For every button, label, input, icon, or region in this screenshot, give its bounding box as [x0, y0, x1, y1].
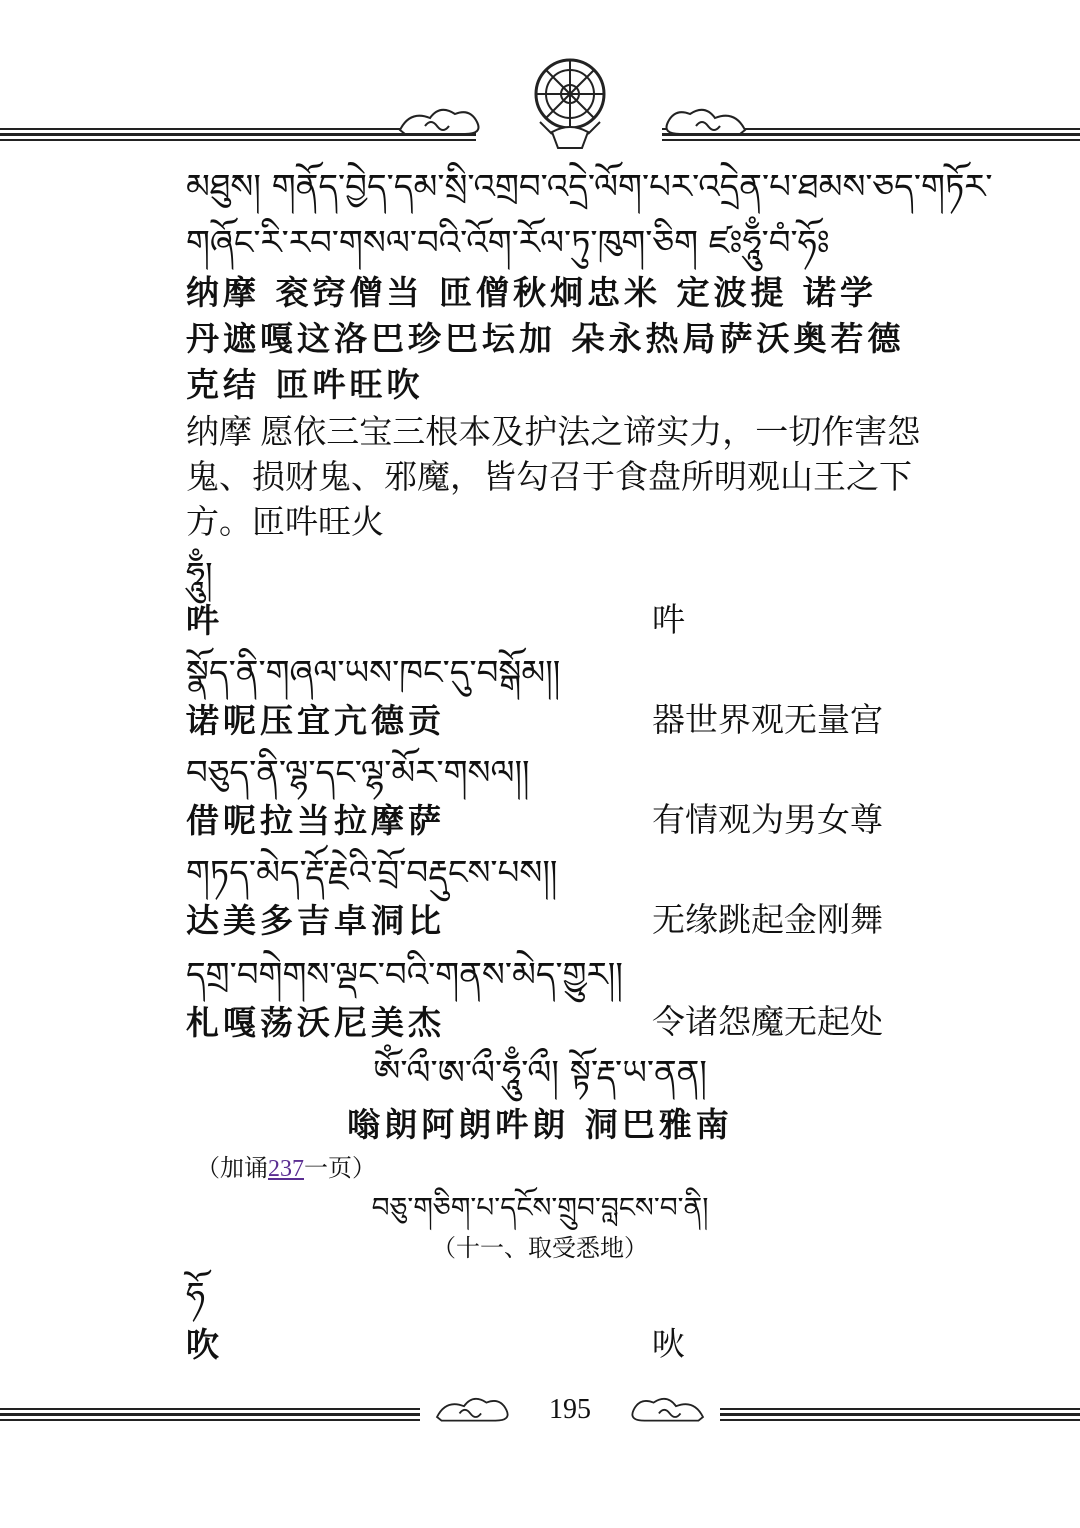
- footer-right-cloud-icon: [624, 1390, 710, 1426]
- ho-translit: 吹: [186, 1325, 223, 1364]
- page-237-link[interactable]: 237: [268, 1156, 304, 1182]
- hum-translit: 吽: [186, 601, 223, 640]
- verse-4-translit: 札嘎荡沃尼美杰: [186, 1003, 445, 1042]
- translit-intro-line-1: 纳摩 衮窍僧当 匝僧秋炯忠米 定波提 诺学: [186, 273, 877, 312]
- ho-tibetan: ཧོ: [186, 1275, 206, 1315]
- footer-left-cloud-icon: [430, 1390, 516, 1426]
- tibetan-intro-line-1: མཐུས། གནོད་བྱེད་དམ་སྲི་འགྲབ་འདྲེ་ལོག་པར་འདྲེན་པ་ཐམས་ཅད་གཏོར་: [186, 167, 993, 207]
- verse-1-translit: 诺呢压宜亢德贡: [186, 701, 445, 740]
- tibetan-intro-line-2: གཞོང་རི་རབ་གསལ་བའི་འོག་རོལ་ཏུ་ཁུག་ཅིག ཛཿཧཱུྃ་བཾ་ཧོཿ: [186, 223, 830, 263]
- left-cloud-icon: [395, 100, 485, 140]
- verse-4-chinese: 令诸怨魔无起处: [652, 1005, 883, 1041]
- translit-intro-line-3: 克结 匝吽旺吹: [186, 365, 424, 404]
- ho-chinese: 吙: [652, 1327, 685, 1363]
- verse-2-translit: 借呢拉当拉摩萨: [186, 801, 445, 840]
- section-tibetan: བཅུ་གཅིག་པ་དངོས་གྲུབ་བླངས་བ་ནི།: [371, 1191, 709, 1224]
- section-heading: （十一、取受悉地）: [432, 1236, 648, 1262]
- chinese-intro-line-1: 纳摩 愿依三宝三根本及护法之谛实力，一切作害怨: [186, 415, 921, 451]
- right-cloud-icon: [660, 100, 750, 140]
- verse-2-chinese: 有情观为男女尊: [652, 803, 883, 839]
- verse-3-tibetan: གཏད་མེད་རྡོ་རྗེའི་བྲོ་བརྡུངས་པས།།: [186, 853, 558, 893]
- verse-2-tibetan: བཅུད་ནི་ལྷ་དང་ལྷ་མོར་གསལ།།: [186, 753, 530, 793]
- recitation-note: [196, 1152, 376, 1186]
- verse-3-chinese: 无缘跳起金刚舞: [652, 903, 883, 939]
- note-prefix: （加诵: [196, 1156, 268, 1182]
- note-suffix: 一页）: [304, 1156, 376, 1182]
- hum-chinese: 吽: [652, 603, 685, 639]
- translit-intro-line-2: 丹遮嘎这洛巴珍巴坛加 朵永热局萨沃奥若德: [186, 319, 905, 358]
- page-number: 195: [549, 1394, 591, 1425]
- chinese-intro-line-3: 方。匝吽旺火: [186, 505, 384, 541]
- chinese-intro-line-2: 鬼、损财鬼、邪魔，皆勾召于食盘所明观山王之下: [186, 460, 912, 496]
- dharma-wheel-icon: [530, 52, 610, 152]
- hum-tibetan: ཧཱུྃ།: [186, 555, 213, 595]
- verse-4-tibetan: དགྲ་བགེགས་ལྡང་བའི་གནས་མེད་གྱུར།།: [186, 955, 623, 995]
- verse-3-translit: 达美多吉卓洞比: [186, 901, 445, 940]
- verse-1-chinese: 器世界观无量宫: [652, 703, 883, 739]
- verse-1-tibetan: སྣོད་ནི་གཞལ་ཡས་ཁང་དུ་བསྒོམ།།: [186, 653, 561, 693]
- mantra-translit: 嗡朗阿朗吽朗 洞巴雅南: [347, 1105, 733, 1144]
- mantra-tibetan: ཨོཾ་ལྀ་ཨ་ལྀ་ཧཱུྃ་ལྀ། སྟོ་རྡ་ཡ་ནན།: [373, 1053, 707, 1093]
